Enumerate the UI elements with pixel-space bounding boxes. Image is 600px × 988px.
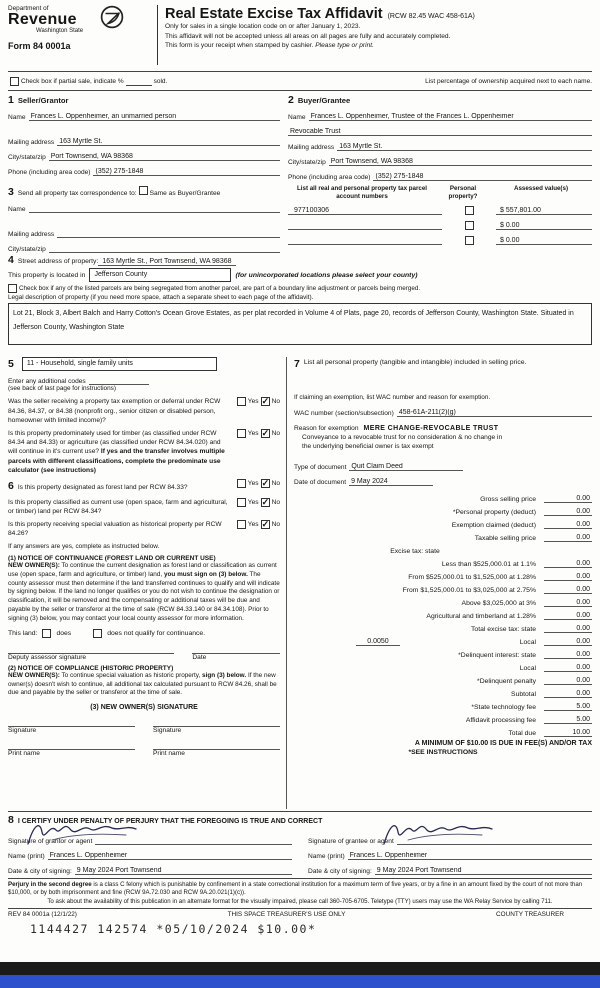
seller-phone-field[interactable]: (352) 275-1848	[93, 168, 280, 176]
tax-row-value[interactable]: 0.00	[544, 521, 592, 529]
revenue-logo	[100, 5, 124, 29]
no-label: No	[271, 429, 280, 437]
tax-row-label: Exemption claimed (deduct)	[451, 522, 536, 530]
question-historic	[8, 520, 280, 538]
does-label: does	[56, 629, 72, 637]
does-checkbox[interactable]	[42, 629, 51, 638]
see-back-note: (see back of last page for instructions)	[8, 385, 116, 392]
tax-section-header	[294, 542, 592, 555]
tax-row-local-rate	[294, 633, 592, 646]
deputy-labels	[8, 654, 280, 661]
doc-date-field[interactable]: 9 May 2024	[349, 478, 433, 486]
ownership-note: List percentage of ownership acquired next to each name.	[425, 77, 592, 85]
doc-type-field[interactable]: Quit Claim Deed	[349, 463, 463, 471]
excise-tax-table	[294, 490, 592, 737]
tax-row-value[interactable]: 0.00	[544, 638, 592, 646]
section-1-seller	[8, 93, 288, 185]
owner-print-field-1[interactable]	[8, 743, 135, 750]
yes-label: Yes	[247, 429, 259, 437]
buyer-name-field[interactable]: Frances L. Oppenheimer, Trustee of the Frances L. Oppenheimer	[309, 113, 592, 121]
rev-form-number: REV 84 0001a (12/1/22)	[8, 910, 77, 918]
county-select[interactable]: Jefferson County	[89, 268, 231, 282]
current-use-yes-checkbox[interactable]	[237, 498, 246, 507]
parcel-number-field[interactable]	[288, 229, 442, 230]
grantor-print-label: Name (print)	[8, 853, 45, 860]
seller-name-field[interactable]: Frances L. Oppenheimer, an unmarried person	[29, 113, 280, 121]
agency-state: Washington State	[36, 28, 84, 34]
buyer-csz-label: City/state/zip	[288, 159, 326, 166]
legal-description-label: Legal description of property (if you need more space, attach a separate sheet to each page of the affidavit).	[8, 294, 314, 301]
signature-label: Signature	[8, 727, 37, 735]
rule-under-partial	[8, 90, 592, 91]
tax-row-value[interactable]: 0.00	[544, 573, 592, 581]
print-name-label: Print name	[8, 750, 40, 758]
taskbar-strip	[0, 975, 600, 988]
section-8-number: 8	[8, 814, 14, 826]
tax-row	[294, 581, 592, 594]
corr-csz-field[interactable]	[49, 252, 280, 253]
this-land-label: This land:	[8, 629, 38, 637]
scan-edge-bar	[0, 962, 600, 975]
section-5-number: 5	[8, 358, 14, 370]
section-7-column	[286, 357, 592, 809]
question-current-use-text: Is this property classified as current use (open space, farm and agricultural, or timber) land per RCW 84.34?	[8, 498, 228, 515]
personal-property-checkbox[interactable]	[465, 236, 474, 245]
treasurer-space-label: THIS SPACE TREASURER'S USE ONLY	[227, 910, 346, 918]
tax-row	[294, 490, 592, 503]
no-label: No	[271, 498, 280, 506]
buyer-mailing-field[interactable]: 163 Myrtle St.	[337, 143, 592, 151]
deputy-date-field[interactable]	[192, 647, 280, 654]
street-address-label: Street address of property:	[17, 258, 99, 265]
question-exemption-text: Was the seller receiving a property tax exemption or deferral under RCW 84.36, 84.37, or 84.38 (nonprofit org., senior citizen or disabled person, homeowner with limited income)?	[8, 398, 221, 424]
assessed-value-field[interactable]: $ 0.00	[496, 237, 592, 245]
perjury-note: Perjury in the second degree is a class C felony which is punishable by confinement in a state correctional institution for a maximum term of five years, or by a fine in an amount fixed by the court of not more than $10,000, or by both imprisonment and fine (RCW 9A.72.030 and RCW 9A.20.021(1)(c)).	[8, 881, 583, 896]
rule-above-perjury	[8, 878, 592, 879]
title-block	[165, 5, 592, 69]
header-divider	[157, 5, 158, 65]
no-label: No	[271, 480, 280, 488]
tax-row-value[interactable]: 0.00	[544, 534, 592, 542]
question-exemption	[8, 397, 280, 425]
header-note-1: Only for sales in a single location code on or after January 1, 2023.	[165, 23, 361, 30]
section-2-buyer	[288, 93, 592, 185]
tax-row-label: Total excise tax: state	[471, 626, 536, 634]
assessed-values-header: Assessed value(s)	[514, 185, 568, 192]
section-4-number: 4	[8, 254, 14, 266]
header-note-3-text: This form is your receipt when stamped by cashier.	[165, 42, 316, 50]
parcel-numbers-header: List all real and personal property tax parcel account numbers	[297, 185, 427, 200]
header-note-3	[165, 41, 592, 51]
yes-label: Yes	[247, 521, 259, 529]
notice-2-body: NEW OWNER(S): To continue special valuation as historic property, sign (3) below. If the new owner(s) doesn't wish to continue, all additional tax calculated pursuant to RCW 84.26, shall be due and payable by the seller or transferor at the time of sale.	[8, 671, 277, 697]
legal-description-field[interactable]: Lot 21, Block 3, Albert Balch and Harry Cotton's Ocean Grove Estates, as per plat recorded in Volume 4 of Plats, page 20, records of Jefferson County, Washington State. Situated in Jefferson County, Washington State	[8, 303, 592, 345]
seller-name-label: Name	[8, 114, 26, 121]
county-note: (for unincorporated locations please select your county)	[235, 271, 418, 279]
section-7-intro: List all personal property (tangible and intangible) included in selling price.	[303, 359, 527, 366]
local-rate-field[interactable]: 0.0050	[356, 638, 400, 646]
doc-date-label: Date of document	[294, 479, 347, 487]
notice-1-body: NEW OWNER(S): To continue the current designation as forest land or classification as current use (open space, farm and agriculture, or timber) land, you must sign on (3) below. The county assessor must then determine if the land transferred continues to qualify and will indicate by signing below. If the land no longer qualifies or you do not wish to continue the designation or classification, it will be removed and the compensating or additional taxes will be due and payable by the seller or transferor at the time of sale (RCW 84.33.140 or 84.34.108). Prior to signing (3) below, you may contact your local county assessor for more information.	[8, 561, 280, 622]
owner-print-field-2[interactable]	[153, 743, 280, 750]
partial-percent-field[interactable]	[126, 77, 152, 86]
question-timber-text: Is this property predominately used for timber (as classified under RCW 84.34 and 84.33) or agriculture (as classified under RCW 84.34.020) and will continue in it's current use? If yes and the transfer involves multiple parcels with different classifications, complete the predominate use calculator (see instructions)	[8, 429, 225, 474]
form-number: Form 84 0001a	[8, 41, 71, 51]
historic-yes-checkbox[interactable]	[237, 520, 246, 529]
forest-no-checkbox[interactable]: ✓	[261, 478, 270, 489]
see-instructions-note: *SEE INSTRUCTIONS	[408, 749, 478, 757]
tax-row	[294, 607, 592, 620]
personal-property-blank-area[interactable]	[294, 372, 592, 394]
tax-row-label: Subtotal	[511, 691, 536, 699]
minimum-due-note: A MINIMUM OF $10.00 IS DUE IN FEE(S) AND/OR TAX	[414, 740, 592, 748]
seller-csz-label: City/state/zip	[8, 154, 46, 161]
question-forest-land-text: 6 Is this property designated as forest land per RCW 84.33?	[8, 480, 188, 493]
tax-row-label: Gross selling price	[480, 496, 536, 504]
section-4-property	[8, 254, 592, 354]
assessed-value-field[interactable]: $ 0.00	[496, 222, 592, 230]
grantor-signature-block	[8, 832, 292, 877]
no-label: No	[271, 521, 280, 529]
owner-print-lines	[8, 743, 280, 750]
corr-csz-label: City/state/zip	[8, 246, 46, 253]
cashier-stamp: 1144427 142574 *05/10/2024 $10.00*	[30, 921, 317, 936]
yes-label: Yes	[247, 480, 259, 488]
corr-name-field[interactable]	[29, 212, 280, 213]
current-use-no-checkbox[interactable]: ✓	[261, 496, 270, 507]
timber-yes-checkbox[interactable]	[237, 429, 246, 438]
tax-row-value[interactable]: 5.00	[544, 716, 592, 724]
tax-row	[294, 503, 592, 516]
personal-property-header: Personal property?	[448, 185, 478, 200]
section-8-certification	[8, 814, 592, 876]
land-qualify-row	[8, 629, 280, 638]
reason-exemption-title[interactable]: MERE CHANGE-REVOCABLE TRUST	[363, 425, 499, 433]
does-not-label: does not qualify for continuance.	[107, 629, 206, 637]
tax-row	[294, 568, 592, 581]
question-timber	[8, 429, 280, 475]
timber-no-checkbox[interactable]: ✓	[261, 428, 270, 439]
tax-row-value[interactable]: 10.00	[544, 729, 592, 737]
grantor-signature-scrawl	[22, 818, 142, 848]
wac-number-label: WAC number (section/subsection)	[294, 410, 394, 418]
agency-name: Revenue	[8, 11, 77, 28]
signature-label: Signature	[153, 727, 182, 735]
personal-property-checkbox[interactable]	[465, 206, 474, 215]
rcw-reference: (RCW 82.45 WAC 458-61A)	[387, 13, 475, 20]
question-current-use	[8, 498, 280, 516]
partial-sale-label: Check box if partial sale, indicate %	[21, 77, 124, 85]
rule-under-header	[8, 71, 592, 72]
tax-row-value[interactable]: 0.00	[544, 495, 592, 503]
personal-property-checkbox[interactable]	[465, 221, 474, 230]
buyer-phone-field[interactable]: (352) 275-1848	[373, 173, 592, 181]
tax-row-label: *Delinquent penalty	[477, 678, 536, 686]
seller-name-spacer	[8, 123, 280, 133]
parcel-row	[288, 233, 592, 245]
tax-row	[294, 594, 592, 607]
tax-row-label: Agricultural and timberland at 1.28%	[426, 613, 536, 621]
assessed-value-field[interactable]: $ 557,801.00	[496, 207, 592, 215]
treasurer-row	[8, 911, 592, 918]
tax-row	[294, 529, 592, 542]
tax-row-label: *Personal property (deduct)	[452, 509, 536, 517]
sections-1-2	[8, 93, 592, 185]
deputy-date-label: Date	[192, 653, 207, 661]
additional-codes-field[interactable]	[89, 376, 149, 385]
notice-2-title: (2) NOTICE OF COMPLIANCE (HISTORIC PROPERTY)	[8, 664, 174, 672]
owner-signature-lines	[8, 720, 280, 727]
tax-row	[294, 555, 592, 568]
tax-row	[294, 659, 592, 672]
owner-signature-labels	[8, 727, 280, 734]
deputy-signature-label: Deputy assessor signature	[8, 653, 87, 661]
doc-type-label: Type of document	[294, 464, 347, 472]
tax-row-label: Less than $525,000.01 at 1.1%	[441, 561, 536, 569]
parcel-table	[288, 185, 592, 253]
owner-print-labels	[8, 750, 280, 757]
tax-row-label: Affidavit processing fee	[465, 717, 536, 725]
bottom-bars	[0, 962, 600, 988]
land-use-code-select[interactable]: 11 - Household, single family units	[22, 357, 217, 371]
seller-mailing-label: Mailing address	[8, 139, 55, 146]
tax-row-value[interactable]: 0.00	[544, 560, 592, 568]
forest-yes-checkbox[interactable]	[237, 479, 246, 488]
tax-row-value[interactable]: 0.00	[544, 586, 592, 594]
buyer-csz-field[interactable]: Port Townsend, WA 98368	[329, 158, 592, 166]
same-as-buyer-checkbox[interactable]	[139, 186, 148, 195]
tax-row	[294, 685, 592, 698]
parcel-number-field[interactable]: 977100306	[288, 207, 442, 215]
located-in-label: This property is located in	[8, 271, 86, 279]
tax-row-label: Local	[519, 639, 536, 647]
grantee-date-city-field[interactable]: 9 May 2024 Port Townsend	[375, 867, 592, 875]
does-not-checkbox[interactable]	[93, 629, 102, 638]
section-3-number: 3	[8, 186, 14, 198]
reason-exemption-label: Reason for exemption	[294, 425, 359, 433]
corr-mailing-field[interactable]	[57, 237, 280, 238]
new-owner-signature-title: (3) NEW OWNER(S) SIGNATURE	[90, 704, 198, 712]
left-column	[8, 357, 286, 809]
buyer-name-field-2[interactable]: Revocable Trust	[288, 128, 592, 136]
reason-line-1: Conveyance to a revocable trust for no consideration & no change in	[302, 434, 503, 442]
header-note-3-italic: Please type or print.	[315, 42, 374, 50]
street-address-field[interactable]: 163 Myrtle St., Port Townsend, WA 98368	[98, 258, 235, 266]
tax-row	[294, 646, 592, 659]
parcel-row	[288, 218, 592, 230]
same-as-buyer-label: Same as Buyer/Grantee	[149, 190, 221, 197]
historic-no-checkbox[interactable]: ✓	[261, 519, 270, 530]
agency-dept: Department of	[8, 5, 49, 12]
tax-row-value[interactable]: 0.00	[544, 651, 592, 659]
section-1-title: Seller/Grantor	[17, 96, 69, 105]
yes-label: Yes	[247, 498, 259, 506]
tax-row-value[interactable]: 0.00	[544, 664, 592, 672]
tax-row-label: Taxable selling price	[474, 535, 536, 543]
segregated-checkbox[interactable]	[8, 284, 17, 293]
deputy-signature-field[interactable]	[8, 647, 174, 654]
section-2-number: 2	[288, 94, 294, 106]
county-treasurer-label: COUNTY TREASURER	[496, 910, 564, 918]
buyer-phone-label: Phone (including area code)	[288, 174, 371, 181]
tax-row-label: *State technology fee	[471, 704, 536, 712]
tax-row-value[interactable]: 5.00	[544, 703, 592, 711]
tax-row	[294, 698, 592, 711]
tax-row-label: From $1,525,000.01 to $3,025,000 at 2.75%	[402, 587, 536, 595]
corr-spacer	[8, 215, 280, 225]
main-columns	[8, 357, 592, 809]
page-title: Real Estate Excise Tax Affidavit	[165, 6, 383, 22]
tax-row-label: Total due	[508, 730, 536, 738]
partial-sold-label: sold.	[153, 77, 168, 85]
exemption-no-checkbox[interactable]: ✓	[261, 396, 270, 407]
partial-sale-row	[8, 74, 592, 88]
rule-above-treasurer	[8, 908, 592, 909]
grantee-signature-label: Signature of grantee or agent	[308, 838, 394, 845]
grantor-date-city-label: Date & city of signing:	[8, 868, 72, 875]
grantor-date-city-field[interactable]: 9 May 2024 Port Townsend	[75, 867, 292, 875]
question-forest-land	[8, 479, 280, 494]
alternate-format-note: To ask about the availability of this publication in an alternate format for the visually impaired, please call 360-705-6705. Teletype (TTY) users may use the WA Relay Service by calling 711.	[47, 897, 553, 905]
corr-name-label: Name	[8, 206, 26, 213]
reason-line-2: the underlying beneficial owner is tax exempt	[302, 442, 434, 450]
buyer-name-label: Name	[288, 114, 306, 121]
segregated-label: Check box if any of the listed parcels are being segregated from another parcel, are part of a boundary line adjustment or parcels being merged.	[19, 285, 421, 292]
yes-label: Yes	[247, 398, 259, 406]
seller-csz-field[interactable]: Port Townsend, WA 98368	[49, 153, 280, 161]
grantor-signature-label: Signature of grantor or agent	[8, 838, 93, 845]
tax-row-total-due	[294, 724, 592, 737]
section-1-number: 1	[8, 94, 14, 106]
owner-signature-field-2[interactable]	[153, 720, 280, 727]
section-7-number: 7	[294, 358, 300, 370]
tax-row-label: Excise tax: state	[390, 548, 440, 556]
section-3-intro: Send all property tax correspondence to:	[17, 190, 137, 197]
tax-row	[294, 620, 592, 633]
tax-row-value[interactable]: 0.00	[544, 625, 592, 633]
tax-row-value[interactable]: 0.00	[544, 612, 592, 620]
parcel-row	[288, 203, 592, 215]
header	[8, 5, 592, 69]
deputy-signature-lines	[8, 647, 280, 654]
grantee-print-field[interactable]: Frances L. Oppenheimer	[348, 852, 592, 860]
partial-sale-checkbox[interactable]	[10, 77, 19, 86]
tax-row-label: Local	[519, 665, 536, 673]
grantee-signature-block	[308, 832, 592, 877]
exemption-note: If claiming an exemption, list WAC number and reason for exemption.	[294, 394, 491, 401]
owner-signature-field-1[interactable]	[8, 720, 135, 727]
corr-mailing-label: Mailing address	[8, 231, 55, 238]
parcel-number-field[interactable]	[288, 244, 442, 245]
tax-row	[294, 711, 592, 724]
grantee-signature-scrawl	[378, 818, 498, 848]
buyer-mailing-label: Mailing address	[288, 144, 335, 151]
tax-row	[294, 516, 592, 529]
additional-codes-label: Enter any additional codes	[8, 378, 86, 385]
tax-row	[294, 672, 592, 685]
tax-row-label: From $525,000.01 to $1,525,000 at 1.28%	[408, 574, 536, 582]
section-2-title: Buyer/Grantee	[297, 96, 351, 105]
section-3-correspondence	[8, 185, 288, 253]
no-label: No	[271, 398, 280, 406]
any-yes-note: If any answers are yes, complete as instructed below.	[8, 542, 160, 550]
tax-row-label: Above $3,025,000 at 3%	[461, 600, 536, 608]
header-note-2: This affidavit will not be accepted unless all areas on all pages are fully and accurately completed.	[165, 32, 451, 40]
grantee-print-label: Name (print)	[308, 853, 345, 860]
tax-row-label: *Delinquent interest: state	[458, 652, 536, 660]
tax-row-value[interactable]: 0.00	[544, 677, 592, 685]
grantee-date-city-label: Date & city of signing:	[308, 868, 372, 875]
tax-row-value[interactable]: 0.00	[544, 690, 592, 698]
print-name-label: Print name	[153, 750, 185, 758]
wac-number-field[interactable]: 458-61A-211(2)(g)	[397, 409, 592, 417]
section-3-row	[8, 185, 592, 253]
tax-row-value[interactable]: 0.00	[544, 508, 592, 516]
agency-block	[8, 5, 150, 69]
certify-statement: I CERTIFY UNDER PENALTY OF PERJURY THAT THE FOREGOING IS TRUE AND CORRECT	[17, 818, 323, 825]
rule-above-section-8	[8, 811, 592, 812]
exemption-yes-checkbox[interactable]	[237, 397, 246, 406]
notice-1-title: (1) NOTICE OF CONTINUANCE (FOREST LAND OR CURRENT USE)	[8, 554, 216, 562]
seller-phone-label: Phone (including area code)	[8, 169, 91, 176]
grantor-print-field[interactable]: Frances L. Oppenheimer	[48, 852, 292, 860]
question-historic-text: Is this property receiving special valuation as historical property per RCW 84.26?	[8, 521, 222, 538]
tax-row-value[interactable]: 0.00	[544, 599, 592, 607]
seller-mailing-field[interactable]: 163 Myrtle St.	[57, 138, 280, 146]
